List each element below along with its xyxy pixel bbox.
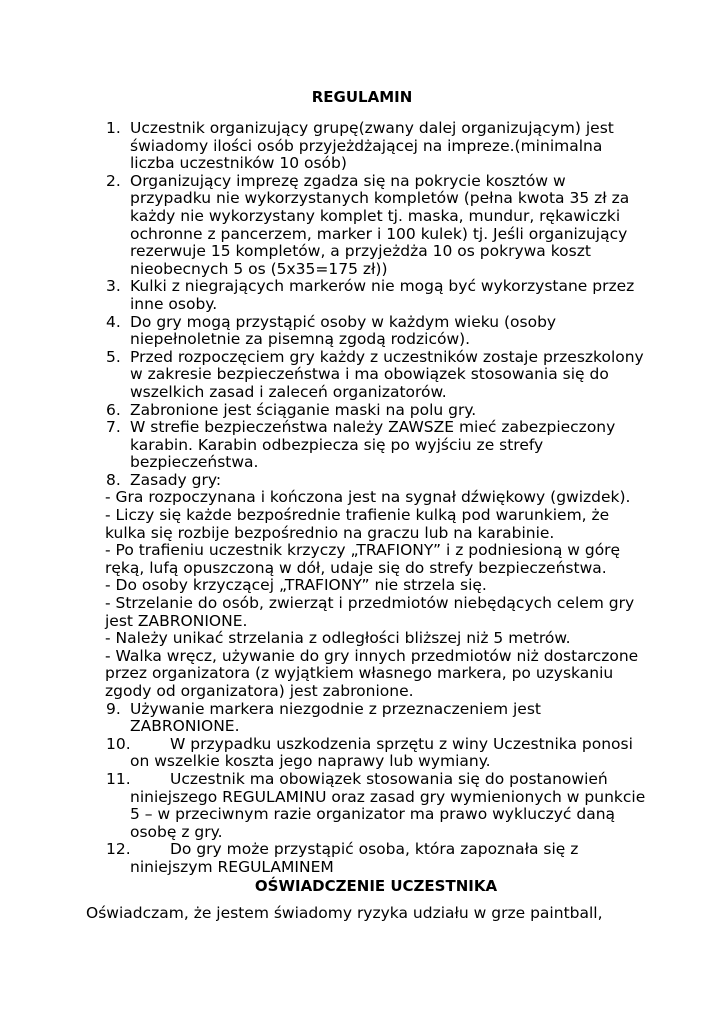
- document-body: [106, 120, 646, 895]
- list-item: [106, 472, 646, 490]
- list-item: [106, 736, 646, 771]
- game-rule: - Liczy się każde bezpośrednie trafienie kulką pod warunkiem, że kulka się rozbije bezpośrednio na graczu lub na karabinie.: [105, 506, 610, 542]
- list-item: [106, 841, 646, 876]
- list-item: [106, 173, 646, 279]
- list-item: [106, 278, 646, 313]
- list-item: [106, 349, 646, 402]
- list-item-number: 3.: [106, 277, 121, 296]
- list-item: [106, 701, 646, 736]
- list-item-text: Do gry mogą przystąpić osoby w każdym wieku (osoby niepełnoletnie za pisemną zgodą rodziców).: [130, 312, 557, 349]
- rules-list-continued: [106, 701, 646, 877]
- list-item: [106, 402, 646, 420]
- declaration-text: Oświadczam, że jestem świadomy ryzyka udziału w grze paintball,: [86, 904, 603, 922]
- list-item-number: 12.: [106, 840, 131, 859]
- game-rule: - Do osoby krzyczącej „TRAFIONY” nie strzela się.: [105, 576, 487, 595]
- list-item-text: W strefie bezpieczeństwa należy ZAWSZE mieć zabezpieczony karabin. Karabin odbezpiecza się po wyjściu ze strefy bezpieczeństwa.: [130, 418, 616, 472]
- document-title: REGULAMIN: [311, 88, 413, 106]
- game-rule: - Po trafieniu uczestnik krzyczy „TRAFIONY” i z podniesioną w górę ręką, lufą opuszczoną w dół, udaje się do strefy bezpieczeństwa.: [105, 541, 621, 577]
- list-item: [106, 771, 646, 841]
- list-item-number: 7.: [106, 418, 121, 437]
- game-rule: - Walka wręcz, używanie do gry innych przedmiotów niż dostarczone przez organizatora (z wyjątkiem własnego markera, po uzyskaniu zgody od organizatora) jest zabronione.: [105, 646, 639, 700]
- list-item-number: 9.: [106, 699, 121, 718]
- list-item-text: Uczestnik organizujący grupę(zwany dalej organizującym) jest świadomy ilości osób przyjeżdżającej na impreze.(minimalna liczba uczestników 10 osób): [130, 119, 614, 173]
- game-rule: - Strzelanie do osób, zwierząt i przedmiotów niebędących celem gry jest ZABRONIONE.: [105, 594, 635, 630]
- list-item-text: W przypadku uszkodzenia sprzętu z winy Uczestnika ponosi on wszelkie koszta jego naprawy lub wymiany.: [130, 734, 633, 771]
- list-item-text: Kulki z niegrających markerów nie mogą być wykorzystane przez inne osoby.: [130, 277, 635, 313]
- game-rules-list: [105, 489, 646, 700]
- list-item-text: Zasady gry:: [130, 470, 222, 489]
- list-item-number: 2.: [106, 171, 121, 190]
- list-item: [106, 314, 646, 349]
- list-item-text: Organizujący imprezę zgadza się na pokrycie kosztów w przypadku nie wykorzystanych kompletów (pełna kwota 35 zł za każdy nie wykorzystany komplet tj. maska, mundur, rękawiczki ochronne z pancerzem, marker i 100 kulek) tj. Jeśli organizujący rezerwuje 15 kompletów, a przyjeżdża 10 os pokrywa koszt nieobecnych 5 os (5x35=175 zł)): [130, 171, 630, 278]
- list-item: [106, 419, 646, 472]
- rules-list: [106, 120, 646, 489]
- list-item-text: Do gry może przystąpić osoba, która zapoznała się z niniejszym REGULAMINEM: [130, 840, 579, 876]
- list-item-text: Używanie markera niezgodnie z przeznaczeniem jest ZABRONIONE.: [130, 699, 541, 736]
- list-item-number: 8.: [106, 470, 121, 489]
- list-item-number: 4.: [106, 312, 121, 331]
- list-item-number: 5.: [106, 347, 121, 366]
- list-item-text: Przed rozpoczęciem gry każdy z uczestników zostaje przeszkolony w zakresie bezpieczeństwa i ma obowiązek stosowania się do wszelkich zasad i zaleceń organizatorów.: [130, 347, 644, 401]
- list-item-number: 1.: [106, 119, 121, 137]
- game-rule: - Gra rozpoczynana i kończona jest na sygnał dźwiękowy (gwizdek).: [105, 488, 631, 507]
- list-item-number: 10.: [106, 734, 131, 753]
- list-item-number: 6.: [106, 400, 121, 419]
- list-item-text: Zabronione jest ściąganie maski na polu gry.: [130, 400, 477, 419]
- list-item-number: 11.: [106, 769, 131, 788]
- game-rule: - Należy unikać strzelania z odległości bliższej niż 5 metrów.: [105, 629, 571, 648]
- list-item: [106, 120, 646, 173]
- list-item-text: Uczestnik ma obowiązek stosowania się do postanowień niniejszego REGULAMINU oraz zasad gry wymienionych w punkcie 5 – w przeciwnym razie organizator ma prawo wykluczyć daną osobę z gry.: [130, 769, 646, 841]
- section-title: OŚWIADCZENIE UCZESTNIKA: [254, 876, 498, 895]
